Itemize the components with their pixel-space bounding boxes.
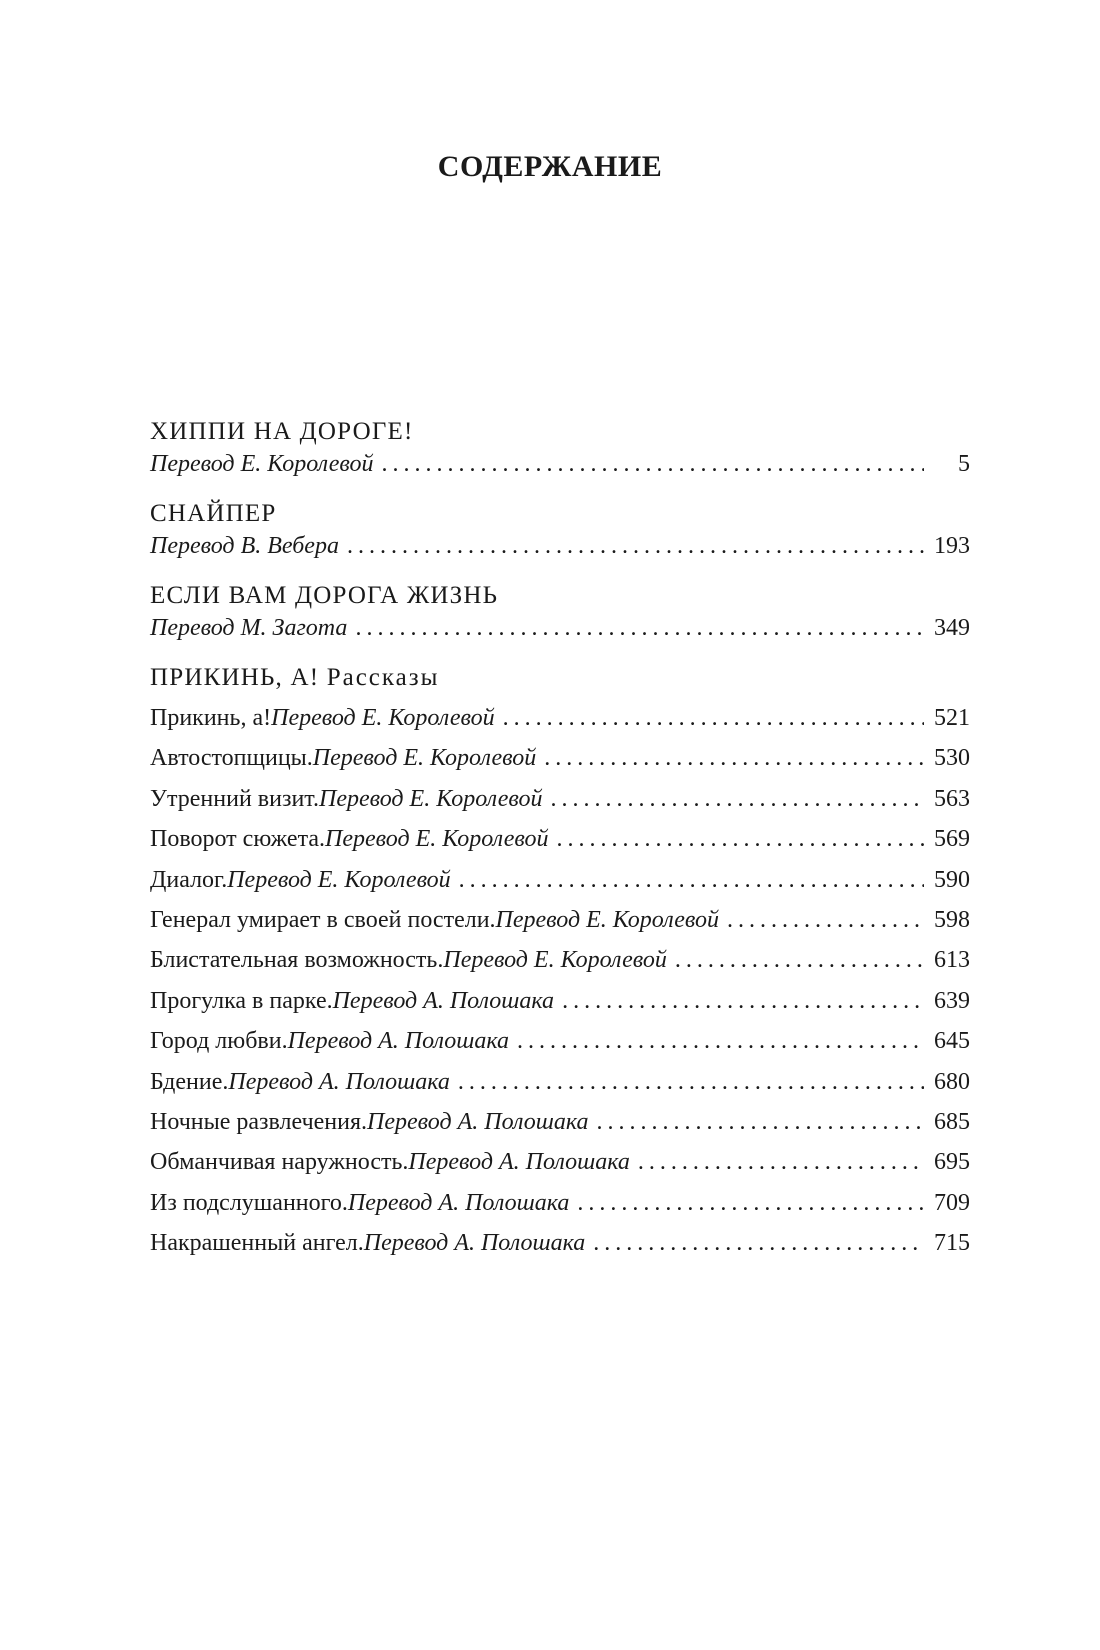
translator-credit: Перевод Е. Королевой [227, 866, 451, 893]
dot-leader [517, 1025, 924, 1057]
story-title: Прикинь, а! [150, 705, 272, 731]
dot-leader [556, 823, 924, 855]
dot-leader [459, 864, 924, 896]
table-of-contents [150, 416, 970, 1267]
dot-leader [347, 530, 924, 562]
translator-credit: Перевод А. Полошака [332, 987, 555, 1014]
page-number: 569 [934, 826, 970, 853]
novel-title: ХИППИ НА ДОРОГЕ! [150, 418, 414, 445]
toc-novel [150, 498, 970, 562]
story-title: Диалог. [150, 866, 228, 893]
toc-entry[interactable] [150, 612, 970, 644]
translator-credit: Перевод Е. Королевой [150, 451, 374, 477]
page-number: 639 [934, 987, 970, 1014]
novel-title: СНАЙПЕР [150, 500, 277, 527]
translator-credit: Перевод Е. Королевой [495, 906, 720, 933]
page-number: 563 [934, 785, 970, 812]
novel-title: ЕСЛИ ВАМ ДОРОГА ЖИЗНЬ [150, 582, 499, 609]
translator-credit: Перевод А. Полошака [408, 1149, 630, 1176]
translator-credit: Перевод А. Полошака [347, 1189, 570, 1216]
dot-leader [550, 783, 924, 815]
story-title: Ночные развлечения. [150, 1108, 368, 1135]
story-title: Генерал умирает в своей постели. [150, 906, 496, 933]
translator-credit: Перевод М. Загота [150, 615, 348, 641]
collection-title [150, 662, 970, 694]
toc-entry[interactable] [150, 1066, 970, 1098]
toc-entry[interactable] [150, 530, 970, 562]
dot-leader [562, 985, 924, 1017]
story-title: Город любви. [150, 1028, 288, 1055]
page-number: 685 [934, 1108, 970, 1135]
story-title: Утренний визит. [150, 785, 319, 812]
dot-leader [638, 1146, 924, 1178]
dot-leader [503, 702, 924, 734]
toc-collection [150, 662, 970, 1259]
page-number: 193 [934, 533, 970, 559]
toc-entry[interactable] [150, 1187, 970, 1219]
dot-leader [458, 1066, 924, 1098]
page-number: 5 [958, 451, 970, 477]
story-title: Бдение. [150, 1068, 229, 1095]
page-number: 709 [934, 1189, 970, 1216]
toc-entry[interactable] [150, 864, 970, 896]
translator-credit: Перевод А. Полошака [363, 1230, 586, 1257]
toc-novel [150, 580, 970, 644]
dot-leader [355, 612, 924, 644]
page-number: 598 [934, 906, 970, 933]
toc-entry[interactable] [150, 702, 970, 734]
page-number: 680 [934, 1068, 970, 1095]
translator-credit: Перевод А. Полошака [228, 1068, 450, 1095]
page-number: 590 [934, 866, 970, 893]
toc-entry[interactable] [150, 1146, 970, 1178]
toc-entry[interactable] [150, 1106, 970, 1138]
toc-entry[interactable] [150, 1227, 970, 1259]
dot-leader [593, 1227, 924, 1259]
dot-leader [675, 944, 924, 976]
story-title: Накрашенный ангел. [150, 1230, 364, 1257]
collection-subtitle: Рассказы [326, 664, 440, 691]
story-title: Из подслушанного. [150, 1189, 348, 1216]
dot-leader [577, 1187, 924, 1219]
toc-novel [150, 416, 970, 480]
translator-credit: Перевод Е. Королевой [325, 826, 549, 853]
collection-name: ПРИКИНЬ, А! [150, 664, 320, 691]
page-title: СОДЕРЖАНИЕ [437, 150, 663, 183]
story-title: Прогулка в парке. [150, 987, 333, 1014]
toc-entry[interactable] [150, 448, 970, 480]
translator-credit: Перевод А. Полошака [367, 1108, 589, 1135]
page-number: 715 [934, 1230, 970, 1257]
story-title: Поворот сюжета. [150, 826, 326, 853]
translator-credit: Перевод Е. Королевой [312, 745, 537, 772]
dot-leader [544, 742, 924, 774]
page-number: 349 [934, 615, 970, 641]
toc-entry[interactable] [150, 783, 970, 815]
translator-credit: Перевод Е. Королевой [318, 785, 543, 812]
page-number: 530 [934, 745, 970, 772]
toc-entry[interactable] [150, 904, 970, 936]
story-list [150, 702, 970, 1259]
dot-leader [381, 448, 924, 480]
toc-entry[interactable] [150, 944, 970, 976]
translator-credit: Перевод А. Полошака [287, 1028, 510, 1055]
toc-entry[interactable] [150, 1025, 970, 1057]
dot-leader [597, 1106, 925, 1138]
dot-leader [727, 904, 924, 936]
translator-credit: Перевод В. Вебера [150, 533, 339, 559]
story-title: Обманчивая наружность. [150, 1149, 409, 1176]
translator-credit: Перевод Е. Королевой [271, 705, 495, 731]
translator-credit: Перевод Е. Королевой [443, 947, 667, 974]
toc-entry[interactable] [150, 742, 970, 774]
toc-entry[interactable] [150, 985, 970, 1017]
page-number: 695 [934, 1149, 970, 1176]
story-title: Блистательная возможность. [150, 947, 444, 974]
page-number: 613 [934, 947, 970, 974]
story-title: Автостопщицы. [150, 745, 313, 772]
toc-entry[interactable] [150, 823, 970, 855]
page-number: 645 [934, 1028, 970, 1055]
page-number: 521 [934, 705, 970, 731]
